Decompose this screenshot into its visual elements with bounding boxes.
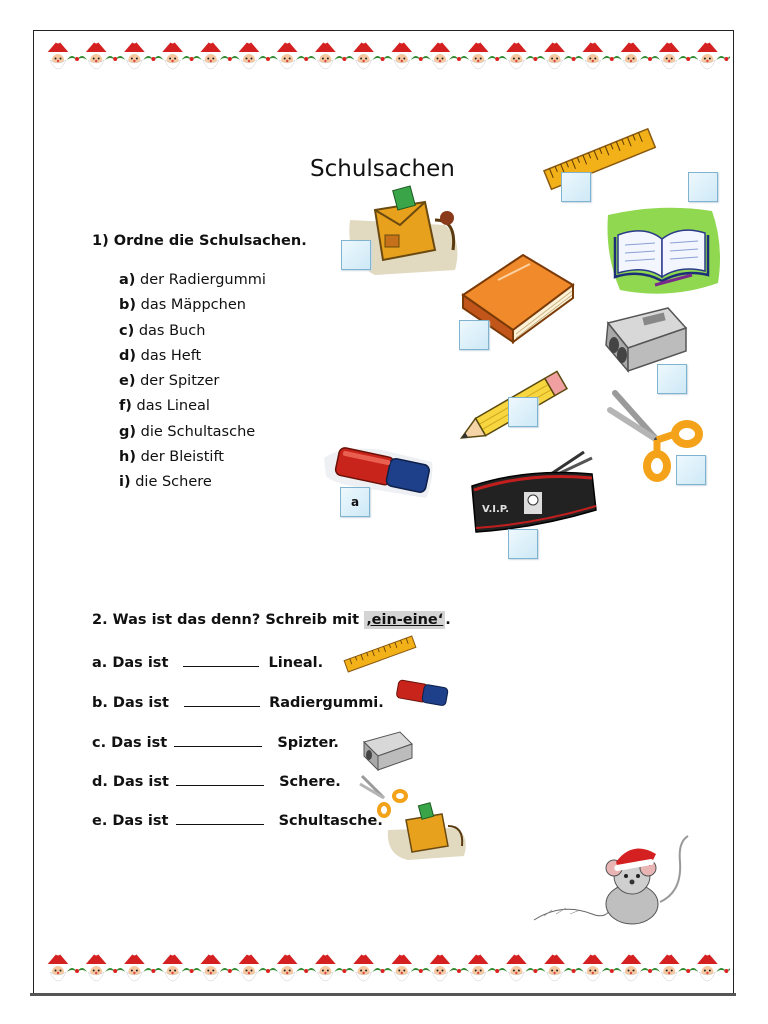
list-item <box>119 396 266 421</box>
santa-border-top <box>40 38 730 72</box>
list-item <box>119 447 266 472</box>
sentence-a <box>92 654 323 671</box>
santa-icon <box>275 951 299 982</box>
page-title: Schulsachen <box>310 156 455 182</box>
bottom-rule <box>30 993 736 996</box>
answer-blank[interactable] <box>183 654 259 667</box>
santa-icon <box>46 951 70 982</box>
answer-box-schere[interactable] <box>676 455 706 485</box>
answer-blank[interactable] <box>184 694 260 707</box>
school-bag-small-clipart <box>384 800 472 862</box>
holly-icon <box>182 968 202 973</box>
santa-icon <box>504 951 528 982</box>
santa-icon <box>543 39 567 70</box>
eraser-small-clipart <box>393 676 453 712</box>
exercise-1-heading: 1) Ordne die Schulsachen. <box>92 233 307 249</box>
santa-icon <box>122 951 146 982</box>
ruler-small-clipart <box>340 634 420 674</box>
list-item <box>119 422 266 447</box>
sentence-prefix: c. Das ist <box>92 735 168 751</box>
holly-icon <box>334 968 354 973</box>
holly-icon <box>525 968 545 973</box>
santa-icon <box>428 39 452 70</box>
sentence-b <box>92 694 384 711</box>
item-text: das Heft <box>140 347 202 364</box>
answer-box-maeppchen[interactable] <box>508 529 538 559</box>
holly-icon <box>678 968 698 973</box>
sentence-object: Lineal. <box>268 655 324 671</box>
answer-box-bleistift[interactable] <box>508 397 538 427</box>
sentence-prefix: a. Das ist <box>92 655 169 671</box>
holly-icon <box>602 56 622 61</box>
holly-icon <box>487 968 507 973</box>
item-text: das Lineal <box>136 398 210 415</box>
holly-icon <box>296 56 316 61</box>
exercise-2-heading-text: 2. Was ist das denn? Schreib mit <box>92 612 365 628</box>
santa-icon <box>695 39 719 70</box>
answer-box-schultasche[interactable] <box>341 240 371 270</box>
santa-icon <box>504 39 528 70</box>
santa-icon <box>657 39 681 70</box>
santa-icon <box>161 951 185 982</box>
item-letter: b) <box>119 297 137 314</box>
holly-icon <box>373 56 393 61</box>
item-text: die Schere <box>135 474 212 491</box>
sentence-prefix: e. Das ist <box>92 813 169 829</box>
santa-icon <box>237 39 261 70</box>
holly-icon <box>105 56 125 61</box>
santa-icon <box>657 951 681 982</box>
santa-icon <box>390 951 414 982</box>
item-letter: f) <box>119 398 132 415</box>
answer-blank[interactable] <box>174 734 262 747</box>
sentence-d <box>92 773 341 790</box>
santa-icon <box>199 951 223 982</box>
holly-icon <box>449 56 469 61</box>
item-letter: g) <box>119 423 137 440</box>
santa-icon <box>581 951 605 982</box>
santa-icon <box>313 39 337 70</box>
pencil-case-clipart <box>466 448 601 538</box>
list-item <box>119 321 266 346</box>
santa-icon <box>619 39 643 70</box>
holly-icon <box>258 56 278 61</box>
sentence-object: Schere. <box>279 774 341 790</box>
holly-icon <box>105 968 125 973</box>
pencil-case-label: V.I.P. <box>482 504 510 515</box>
item-letter: c) <box>119 322 135 339</box>
holly-icon <box>296 968 316 973</box>
item-letter: a) <box>119 272 136 288</box>
list-item <box>119 295 266 320</box>
santa-icon <box>543 951 567 982</box>
holly-icon <box>220 968 240 973</box>
item-text: der Radiergummi <box>140 272 266 288</box>
holly-icon <box>716 56 730 61</box>
santa-icon <box>581 39 605 70</box>
holly-icon <box>564 56 584 61</box>
holly-icon <box>182 56 202 61</box>
santa-icon <box>84 39 108 70</box>
item-letter: d) <box>119 347 137 364</box>
answer-box-lineal[interactable] <box>561 172 591 202</box>
item-text: das Mäppchen <box>140 297 246 314</box>
holly-icon <box>525 56 545 61</box>
list-item <box>119 346 266 371</box>
santa-icon <box>275 39 299 70</box>
santa-icon <box>313 951 337 982</box>
item-text: der Bleistift <box>140 449 224 466</box>
santa-icon <box>46 39 70 70</box>
santa-icon <box>352 39 376 70</box>
ein-eine-highlight: ‚ein-eine‘ <box>366 612 444 628</box>
answer-box-heft[interactable] <box>688 172 718 202</box>
item-letter: i) <box>119 474 131 491</box>
holly-icon <box>640 56 660 61</box>
answer-blank[interactable] <box>176 812 264 825</box>
holly-icon <box>373 968 393 973</box>
answer-box-buch[interactable] <box>459 320 489 350</box>
holly-icon <box>411 56 431 61</box>
holly-icon <box>640 968 660 973</box>
santa-icon <box>84 951 108 982</box>
santa-border-bottom <box>40 950 730 984</box>
sentence-prefix: b. Das ist <box>92 695 169 711</box>
santa-icon <box>122 39 146 70</box>
sharpener-small-clipart <box>358 728 416 774</box>
holly-icon <box>449 968 469 973</box>
holly-icon <box>334 56 354 61</box>
santa-icon <box>237 951 261 982</box>
santa-icon <box>466 39 490 70</box>
item-text: das Buch <box>138 322 206 339</box>
vocabulary-list <box>119 270 266 498</box>
santa-icon <box>390 39 414 70</box>
santa-icon <box>428 951 452 982</box>
notebook-clipart <box>600 205 725 297</box>
sentence-object: Radiergummi. <box>269 695 384 711</box>
santa-icon <box>352 951 376 982</box>
list-item <box>119 371 266 396</box>
item-text: die Schultasche <box>140 423 256 440</box>
santa-icon <box>199 39 223 70</box>
holly-icon <box>67 968 87 973</box>
holly-icon <box>220 56 240 61</box>
holly-icon <box>564 968 584 973</box>
holly-icon <box>411 968 431 973</box>
sentence-c <box>92 734 339 751</box>
santa-icon <box>695 951 719 982</box>
sentence-prefix: d. Das ist <box>92 774 169 790</box>
ruler-clipart <box>540 125 660 195</box>
holly-icon <box>716 968 730 973</box>
answer-box-spitzer[interactable] <box>657 364 687 394</box>
list-item <box>119 472 266 497</box>
holly-icon <box>487 56 507 61</box>
sentence-e <box>92 812 383 829</box>
exercise-2-heading-end: . <box>445 612 451 628</box>
sentence-object: Schultasche. <box>278 813 383 829</box>
answer-blank[interactable] <box>176 773 264 786</box>
santa-icon <box>466 951 490 982</box>
holly-icon <box>258 968 278 973</box>
holly-icon <box>143 56 163 61</box>
answer-box-radiergummi[interactable]: a <box>340 487 370 517</box>
item-letter: h) <box>119 449 136 466</box>
holly-icon <box>602 968 622 973</box>
exercise-2-heading <box>92 612 451 628</box>
list-item <box>119 270 266 295</box>
item-letter: e) <box>119 373 136 390</box>
santa-icon <box>619 951 643 982</box>
holly-icon <box>143 968 163 973</box>
santa-icon <box>161 39 185 70</box>
christmas-mouse-clipart <box>532 832 692 932</box>
sentence-object: Spizter. <box>277 735 339 751</box>
holly-icon <box>678 56 698 61</box>
item-text: der Spitzer <box>140 373 220 390</box>
holly-icon <box>67 56 87 61</box>
